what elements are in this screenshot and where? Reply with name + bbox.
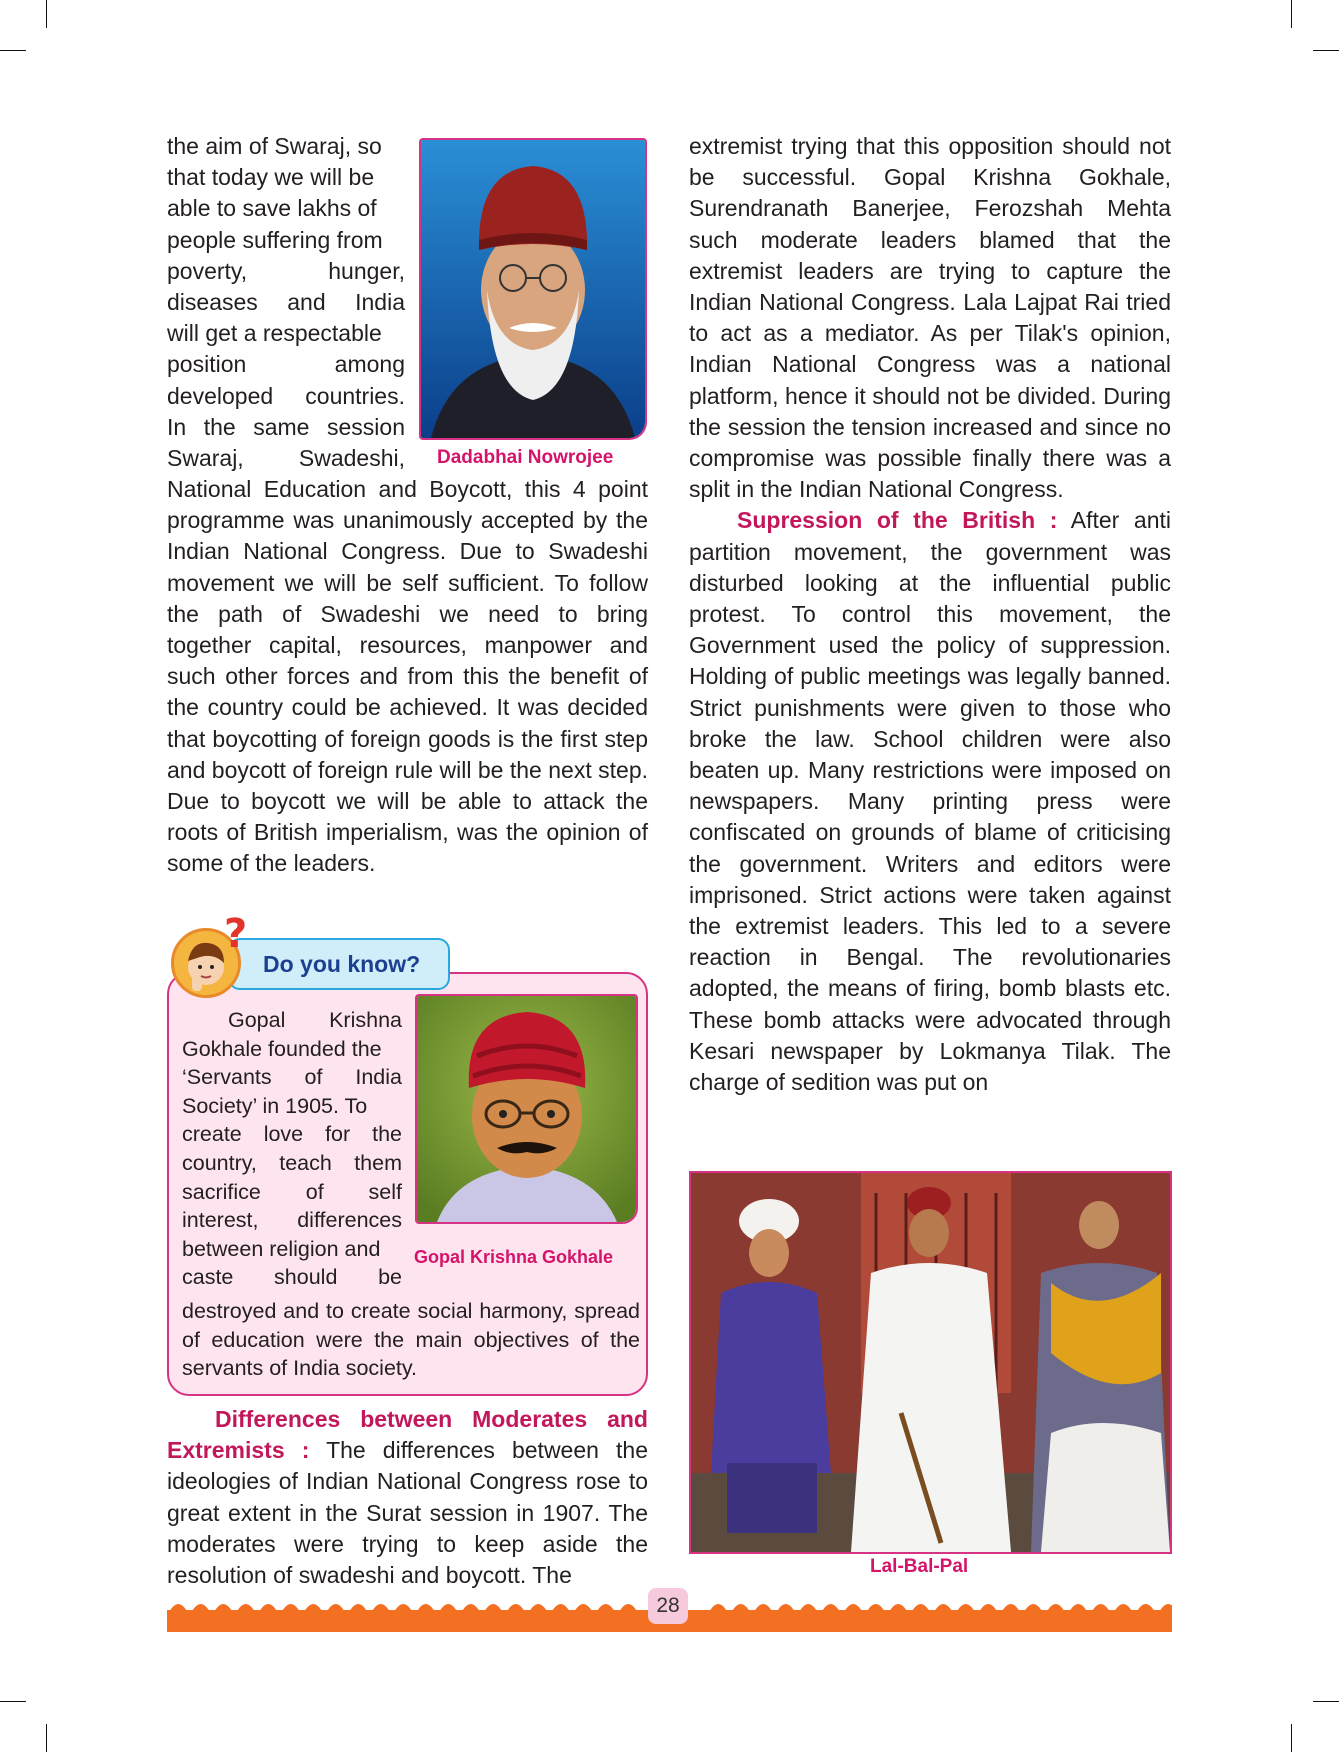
text-line: able to save lakhs of xyxy=(167,195,377,222)
paragraph-text: extremist trying that this opposition should not be successful. Gopal Krishna Gokhale, Surendranath Banerjee, Ferozshah Mehta such moderate leaders blamed that the extremist leaders are trying to capture the Indian National Congress. Lala Lajpat Rai tried to act as a mediator. As per Tilak's opinion, Indian National Congress was a national platform, hence it should not be divided. During the session the tension increased and since no compromise was possible finally there was a split in the Indian National Congress. xyxy=(689,133,1171,503)
differences-paragraph xyxy=(167,1404,648,1591)
crop-mark xyxy=(46,1724,47,1752)
right-column-text xyxy=(689,131,1171,1098)
crop-mark xyxy=(1291,0,1292,28)
crop-mark xyxy=(1313,1701,1339,1702)
text-line: caste should be xyxy=(182,1265,402,1290)
crop-mark xyxy=(0,1701,26,1702)
text-line: diseases and India xyxy=(167,289,405,316)
text-line: between religion and xyxy=(182,1236,381,1261)
crop-mark xyxy=(0,50,26,51)
text-line: country, teach them xyxy=(182,1150,402,1175)
dadabhai-portrait-image xyxy=(421,140,645,438)
photo-caption: Lal-Bal-Pal xyxy=(870,1556,969,1577)
text-line: poverty, hunger, xyxy=(167,257,405,284)
gokhale-portrait-image xyxy=(417,996,636,1222)
photo-lal-bal-pal xyxy=(689,1171,1172,1554)
section-heading: Differences between Moderates and Extremists : xyxy=(167,1406,648,1464)
text-line: sacrifice of self xyxy=(182,1179,402,1204)
page-number: 28 xyxy=(648,1588,688,1624)
text-line: ‘Servants of India xyxy=(182,1065,402,1090)
crop-mark xyxy=(1313,50,1339,51)
paragraph-text: destroyed and to create social harmony, spread of education were the main objectives of the servants of India society. xyxy=(182,1299,640,1381)
suppression-paragraph xyxy=(689,505,1171,1098)
text-line: Gopal Krishna xyxy=(228,1008,402,1032)
crop-mark xyxy=(46,0,47,28)
text-line: will get a respectable xyxy=(167,320,382,347)
portrait-caption: Gopal Krishna Gokhale xyxy=(414,1247,614,1267)
section-text: After anti partition movement, the government was disturbed looking at the influential public protest. To control this movement, the Government used the policy of suppression. Holding of public meetings was legally banned. Strict punishments were given to those who broke the law. School children were also beaten up. Many restrictions were imposed on newspapers. Many printing press were confiscated on grounds of blame of criticising the government. Writers and editors were imprisoned. Strict actions were taken against the extremist leaders. This led to a severe reaction in Bengal. The revolutionaries adopted, the means of firing, bomb blasts etc. These bomb attacks were advocated through Kesari newspaper by Lokmanya Tilak. The charge of sedition was put on xyxy=(689,507,1171,1096)
text-line: people suffering from xyxy=(167,226,383,253)
differences-section xyxy=(167,1404,648,1591)
left-paragraph xyxy=(167,474,648,880)
do-you-know-wrapped-text xyxy=(182,1006,402,1292)
section-text: The differences between the ideologies of Indian National Congress rose to great extent in the Surat session in 1907. The moderates were trying to keep aside the resolution of swadeshi and boycott. The xyxy=(167,1437,648,1589)
text-line: create love for the xyxy=(182,1122,402,1147)
portrait-dadabhai-nowrojee xyxy=(419,138,647,440)
text-line: developed countries. xyxy=(167,382,405,409)
text-line: Society’ in 1905. To xyxy=(182,1093,368,1118)
left-wrapped-text xyxy=(167,131,405,474)
text-line: interest, differences xyxy=(182,1208,402,1233)
crop-mark xyxy=(1291,1724,1292,1752)
text-line: Swaraj, Swadeshi, xyxy=(167,445,405,472)
text-line: the aim of Swaraj, so xyxy=(167,133,382,159)
text-line: that today we will be xyxy=(167,164,375,191)
do-you-know-text xyxy=(182,1297,640,1383)
section-heading: Supression of the British : xyxy=(737,507,1058,534)
text-line: Gokhale founded the xyxy=(182,1036,382,1061)
do-you-know-title: Do you know? xyxy=(228,938,450,990)
paragraph-text: National Education and Boycott, this 4 point programme was unanimously accepted by the Indian National Congress. Due to Swadeshi movement we will be self sufficient. To follow the path of Swadeshi we need to bring together capital, resources, manpower and such other forces and from this the benefit of the country could be achieved. It was decided that boycotting of foreign goods is the first step and boycott of foreign rule will be the next step. Due to boycott we will be able to attack the roots of British imperialism, was the opinion of some of the leaders. xyxy=(167,476,648,877)
lal-bal-pal-image xyxy=(691,1173,1170,1552)
portrait-caption: Dadabhai Nowrojee xyxy=(437,447,614,468)
portrait-gopal-krishna-gokhale xyxy=(415,994,638,1224)
text-line: In the same session xyxy=(167,413,405,440)
text-line: position among xyxy=(167,351,405,378)
question-mark-icon: ? xyxy=(224,911,248,957)
